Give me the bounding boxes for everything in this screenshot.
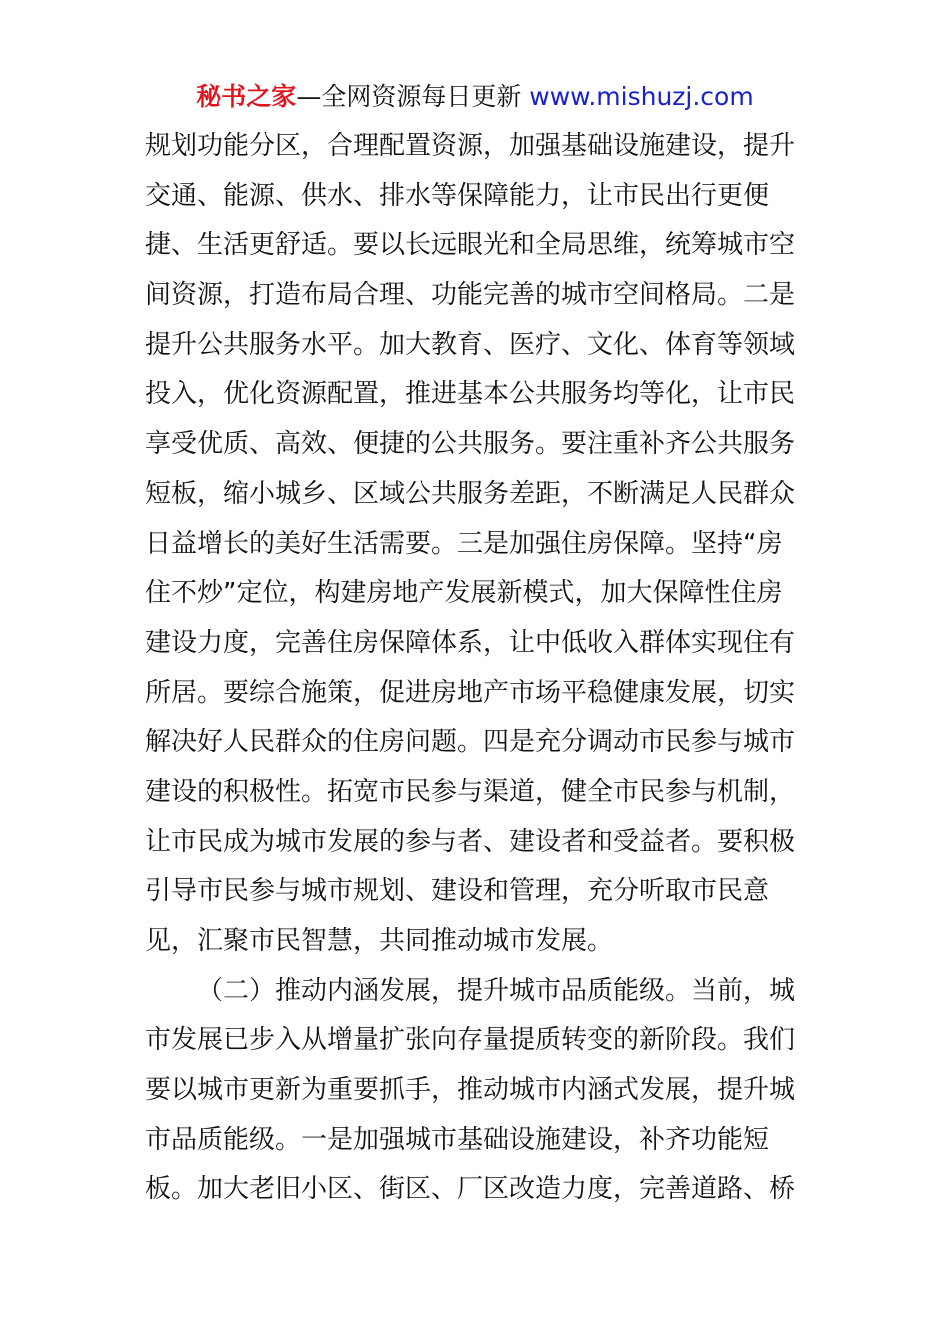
text-line: 享受优质、高效、便捷的公共服务。要注重补齐公共服务 — [145, 429, 796, 460]
text-line: 见，汇聚市民智慧，共同推动城市发展。 — [145, 926, 614, 956]
text-line: 让市民成为城市发展的参与者、建设者和受益者。要积极 — [145, 826, 796, 857]
site-url-link[interactable]: www.mishuzj.com — [529, 82, 754, 111]
text-line: 捷、生活更舒适。要以长远眼光和全局思维，统筹城市空 — [145, 230, 796, 261]
text-line: 提升公共服务水平。加大教育、医疗、文化、体育等领域 — [145, 329, 796, 360]
paragraph-first-line: （二）推动内涵发展，提升城市品质能级。当前，城 — [197, 975, 796, 1006]
text-line: 规划功能分区，合理配置资源，加强基础设施建设，提升 — [145, 131, 796, 161]
text-line: 引导市民参与城市规划、建设和管理，充分听取市民意 — [145, 876, 770, 907]
text-line: 市发展已步入从增量扩张向存量提质转变的新阶段。我们 — [145, 1025, 796, 1056]
text-line: 要以城市更新为重要抓手，推动城市内涵式发展，提升城 — [145, 1075, 796, 1106]
text-line: 短板，缩小城乡、区域公共服务差距，不断满足人民群众 — [145, 478, 796, 509]
text-line: 住不炒”定位，构建房地产发展新模式，加大保障性住房 — [145, 578, 783, 609]
text-line: 建设力度，完善住房保障体系，让中低收入群体实现住有 — [145, 627, 796, 658]
site-tagline: —全网资源每日更新 — [296, 82, 522, 111]
text-line: 解决好人民群众的住房问题。四是充分调动市民参与城市 — [145, 727, 796, 758]
site-brand: 秘书之家 — [196, 82, 297, 111]
text-line: 间资源，打造布局合理、功能完善的城市空间格局。二是 — [145, 280, 796, 311]
text-line: 交通、能源、供水、排水等保障能力，让市民出行更便 — [145, 180, 770, 211]
text-line: 所居。要综合施策，促进房地产市场平稳健康发展，切实 — [145, 677, 796, 708]
text-line: 板。加大老旧小区、街区、厂区改造力度，完善道路、桥 — [145, 1174, 796, 1205]
text-line: 日益增长的美好生活需要。三是加强住房保障。坚持“房 — [145, 528, 783, 559]
page-header — [0, 80, 950, 114]
text-line: 建设的积极性。拓宽市民参与渠道，健全市民参与机制， — [145, 776, 796, 807]
text-line: 投入，优化资源配置，推进基本公共服务均等化，让市民 — [145, 379, 796, 410]
document-body — [145, 122, 815, 1215]
text-line: 市品质能级。一是加强城市基础设施建设，补齐功能短 — [145, 1124, 770, 1155]
